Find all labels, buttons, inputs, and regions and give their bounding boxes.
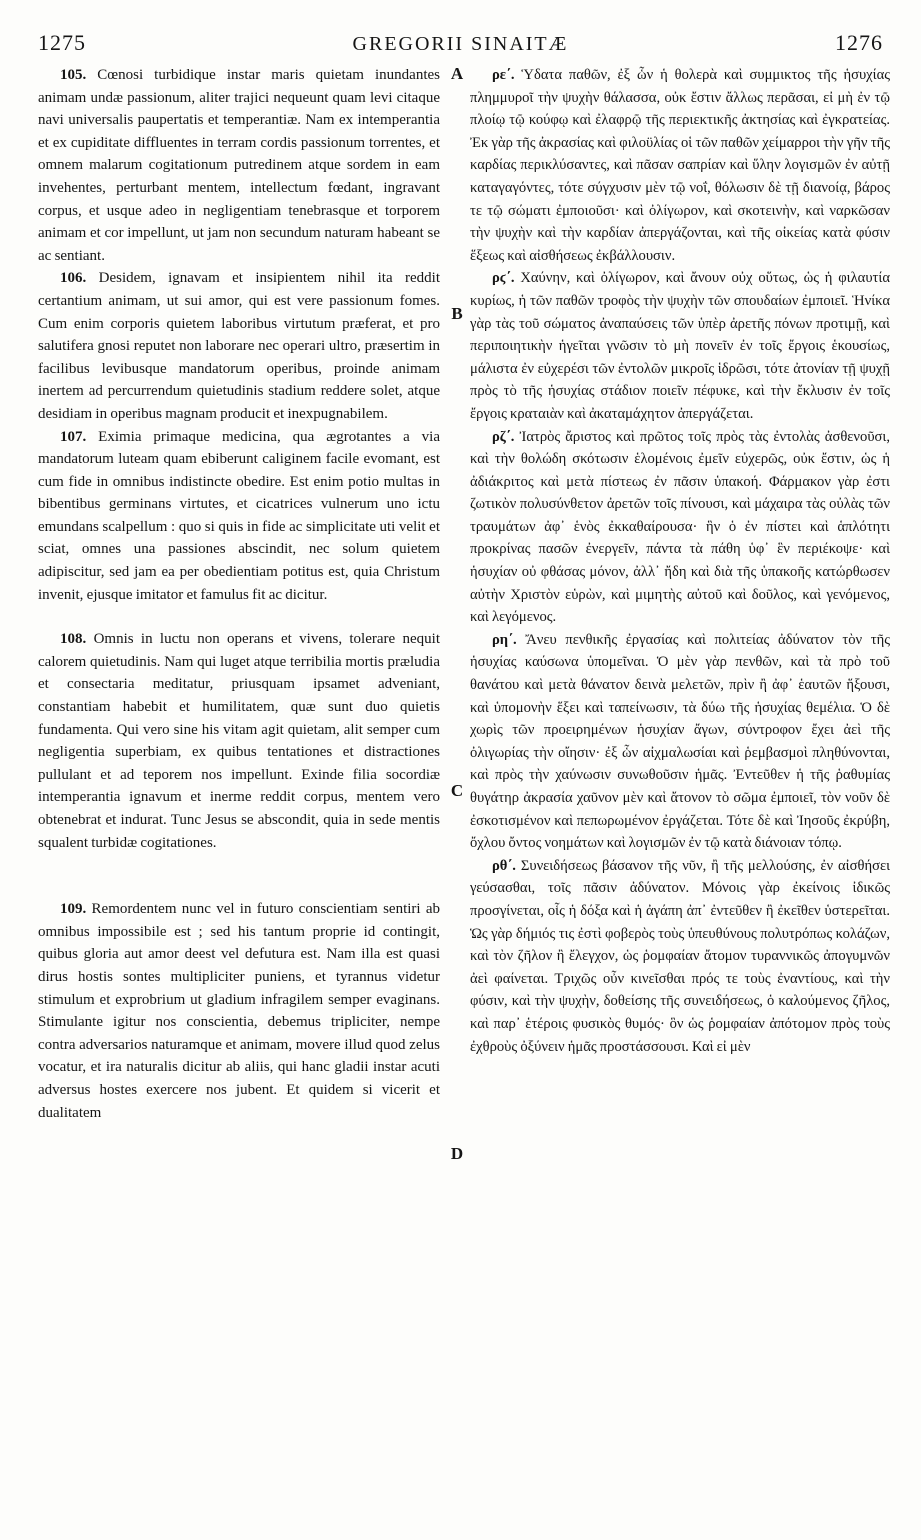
greek-paragraph-108 — [470, 629, 890, 855]
latin-paragraph-109 — [38, 898, 440, 1124]
page-number-right: 1276 — [834, 30, 883, 55]
paragraph-text: Ἰατρὸς ἄριστος καὶ πρῶτος τοῖς πρὸς τὰς ἐντολὰς ἀσθενοῦσι, καὶ τὴν θολώδη σκότωσιν ἑλομένοις ἐμεῖν εὐχερῶς, οὐκ ἔστιν, ὡς ἡ ἀδιάκριτος καὶ μετὰ πίστεως ἐν πᾶσιν ὑπακοή. Φάρμακον γὰρ ἐστι ζωτικὸν πολυσύνθετον ἀρετῶν τοῖς πίνουσι, καὶ μάχαιρα τὰς οὐλὰς τῶν τραυμάτων ἀφ᾽ ἑνὸς ἐκκαθαίρουσα· ἣν ὁ ἐν πίστει καὶ ἁπλότητι προκρίνας πασῶν ἐνεργεῖν, πάντα τὰ πάθη ὑφ᾽ ἓν περιέκοψε· καὶ ἡσυχίαν οὐ φθάσας μόνον, ἀλλ᾽ ἤδη καὶ διὰ τῆς ὑπακοῆς κατώρθωσεν αὐτὴν Χριστὸν εὑρὼν, καὶ μιμητὴς αὐτοῦ καὶ δοῦλος, καὶ γενόμενος, καὶ λεγόμενος. — [470, 428, 890, 626]
paragraph-text: Χαύνην, καὶ ὀλίγωρον, καὶ ἄνουν οὐχ οὕτως, ὡς ἡ φιλαυτία κυρίως, ἡ τῶν παθῶν τροφὸς τὴν ψυχὴν τῶν σπουδαίων ἐμποιεῖ. Ἡνίκα γὰρ τὰς τοῦ σώματος ἀναπαύσεις τῶν ὑπὲρ ἀρετῆς πόνων προτιμῇ, καὶ περιποιητικὴν ἡγεῖται γνῶσιν τὸ μὴ πονεῖν ἐν τοῖς ἔργοις ἑκουσίως, μάλιστα ἐν εὐχερέσι τῶν ἐντολῶν μικροῖς ἱδρῶσι, τότε ἀτονίαν τῇ ψυχῇ πρὸς τὸ τῆς ἡσυχίας στάδιον ποιεῖν πέφυκε, καὶ τὴν ἔκλυσιν ἐν τοῖς ἔργοις κραταιὰν καὶ ἀκαταμάχητον ἀπεργάζεται. — [470, 270, 890, 422]
paragraph-number: 108. — [60, 631, 87, 648]
greek-column — [470, 64, 890, 1058]
paragraph-text: Omnis in luctu non operans et vivens, tolerare nequit calorem quietudinis. Nam qui luget atque terribilia mortis præludia et consectaria meditatur, priusquam ipsamet adveniant, constantiam habebit et humilitatem, quæ sunt duo quietis fundamenta. Qui vero sine his vitam agit quietam, alit semper cum negligentia superbiam, ex quibus tentationes et distractiones pullulant et ad teporem nos impellunt. Exinde filia socordiæ intemperantia ignavum et inerme reddit corpus, mentem vero obtenebrat et indurat. Tunc Jesus se abscondit, quia in sede mentis squalent turbidæ cogitationes. — [38, 631, 441, 851]
paragraph-number: ρθ΄. — [492, 857, 516, 874]
paragraph-number: ρε΄. — [492, 67, 515, 83]
margin-marker-c: C — [450, 781, 464, 800]
latin-paragraph-107 — [38, 426, 440, 607]
latin-paragraph-106 — [38, 267, 440, 425]
paragraph-text: Eximia primaque medicina, qua ægrotantes a via mandatorum luteam quam ebiberunt caliginem facile evomant, est cum fide in omnibus indistincte obedire. Est enim potio multas in bibentibus germinans virtutes, et cicatrices vulnerum uno ictu emundans scalpellum : quo si quis in fide ac simplicitate uti velit et sciat, omnes una passiones abscindit, nec solum quietem adipiscitur, sed jam ea per obedientiam potitus est, quia Christum invenit, ejusque imitator et famulus fit ac dicitur. — [38, 428, 440, 603]
latin-paragraph-105 — [38, 64, 440, 267]
paragraph-text: Remordentem nunc vel in futuro conscientiam sentiri ab omnibus impossibile est ; sed his tantum proprie id contingit, quibus gloria aut amor deest vel defutura est. Nam illa est quasi dirus hostis sontes multipliciter puniens, et tyrannus videtur stimulum et exprobrium ut gladium infragilem semper evaginans. Stimulante igitur nos conscientia, debemus tripliciter, nempe contra adversarios naturamque et animam, movere illud quod zelus vocatur, et ira naturalis dicitur ab aliis, qui hanc gladii instar acuti adversus hostes exercere nos jubent. Et quidem si vicerit et dualitatem — [38, 901, 441, 1121]
paragraph-number: ρη΄. — [492, 631, 517, 648]
margin-marker-b: B — [451, 304, 463, 323]
greek-paragraph-107 — [470, 426, 890, 629]
greek-paragraph-109 — [470, 855, 890, 1058]
paragraph-number: 107. — [60, 428, 87, 445]
paragraph-text: Desidem, ignavam et insipientem nihil ita reddit certantium animam, ut sui amor, qui est vere passionum fomes. Cum enim corporis quietem laboribus virtutum præferat, et pro salutifera gnosi reputet non laborare nec operari ultro, præsertim in facilibus levibusque mandatorum operibus, proinde animam inertem ad percurrendum quietudinis stadium reddere solet, atque desidiam in operibus magnam producit et inexpugnabilem. — [38, 270, 440, 422]
running-header — [38, 30, 883, 58]
latin-paragraph-108 — [38, 628, 440, 854]
paragraph-number: ρϛ΄. — [492, 270, 515, 287]
page-number-left: 1275 — [38, 30, 86, 55]
paragraph-number: 109. — [60, 901, 87, 918]
margin-marker-d: D — [450, 1144, 464, 1163]
paragraph-number: 105. — [60, 67, 87, 83]
paragraph-text: Συνειδήσεως βάσανον τῆς νῦν, ἢ τῆς μελλούσης, ἐν αἰσθήσει γεύσασθαι, τοῖς πᾶσιν ἀδύνατον. Μόνοις γὰρ ἐκείνοις ἰδικῶς προσγίνεται, οἷς ἡ δόξα καὶ ἡ ἀγάπη ἀπ᾽ ἐντεῦθεν ἢ ἐκεῖθεν ὑστερεῖται. Ὡς γὰρ δήμιός τις ἐστὶ φοβερὸς τοὺς ὑπευθύνους πολυτρόπως κολάζων, καὶ τὸν ζῆλον ἢ ἔλεγχον, ὡς ῥομφαίαν ἄτομον τυραννικῶς ἀπογυμνῶν ἀεὶ φαίνεται. Τριχῶς οὖν κινεῖσθαι πρός τε τοὺς ἐναντίους, καὶ τὴν φύσιν, καὶ τὴν ψυχὴν, δοθείσης τῆς συνειδήσεως, ὁ καλούμενος ζῆλος, καὶ παρ᾽ ἑτέροις φυσικὸς θυμός· ὃν ὡς ῥομφαίαν ἀπότομον πρὸς τοὺς ἐχθροὺς ὀξύνειν ἡμᾶς προστάσσουσι. Καὶ εἰ μὲν — [470, 857, 890, 1055]
paragraph-number: ρζ΄. — [492, 428, 515, 445]
greek-paragraph-105 — [470, 64, 890, 267]
greek-paragraph-106 — [470, 267, 890, 425]
paragraph-number: 106. — [60, 270, 87, 287]
running-title: GREGORII SINAITÆ — [352, 33, 569, 55]
paragraph-text: Ἄνευ πενθικῆς ἐργασίας καὶ πολιτείας ἀδύνατον τὸν τῆς ἡσυχίας καύσωνα ὑπομεῖναι. Ὁ μὲν γὰρ πενθῶν, καὶ τὰ πρὸ τοῦ θανάτου καὶ μετὰ θάνατον δεινὰ μελετῶν, πρὶν ἢ ἀφ᾽ ἑαυτῶν ἥξουσι, καὶ ὑπομονὴν ἕξει καὶ ταπείνωσιν, τὰ δύω τῆς ἡσυχίας θεμέλια. Ὁ δὲ χωρὶς τῶν προειρημένων ἡσυχίαν ἄγων, σύντροφον ἔχει ἀεὶ τῆς ὀλιγωρίας τὴν οἴησιν· ἐξ ὧν αἰχμαλωσίαι καὶ ῥεμβασμοὶ πληθύνονται, καὶ πρὸς τὴν χαύνωσιν συνωθοῦσιν ἡμᾶς. Ἐντεῦθεν ἡ τῆς ῥαθυμίας θυγάτηρ ἀκρασία χαῦνον μὲν καὶ ἄτονον τὸ σῶμα ἐμποιεῖ, τὸν νοῦν δὲ ἐσκοτισμένον καὶ πεπωρωμένον ἐργάζεται. Τότε δὲ καὶ Ἰησοῦς ἐκρύβη, ὄχλου ὄντος νοημάτων καὶ λογισμῶν ἐν τῷ κατὰ διάνοιαν τόπῳ. — [470, 631, 890, 852]
margin-marker-a: A — [450, 64, 464, 83]
paragraph-text: Cœnosi turbidique instar maris quietam inundantes animam undæ passionum, aliter trajici nequeunt quam levi citaque navi universalis paupertatis et temperantiæ. Nam ex intemperantia et ex cupiditate diffluentes in terram cordis passionum torrentes, et omnem malarum cogitationum putredinem atque sordem in eam invehentes, perturbant mentem, intellectum fœdant, ingravant corpus, et usque adeo in negligentiam tenebrasque et torporem animam et cor impellunt, ut jam non secundum naturam habeant se ac sentiant. — [38, 67, 440, 264]
paragraph-text: Ὑδατα παθῶν, ἐξ ὧν ἡ θολερὰ καὶ συμμικτος τῆς ἡσυχίας πλημμυροῖ τὴν ψυχὴν θάλασσα, οὐκ ἔστιν ἄλλως περᾶσαι, εἰ μὴ ἐν τῷ πλοίῳ τῷ κούφῳ καὶ ἐλαφρῷ τῆς περιεκτικῆς ἀκτησίας καὶ ἐγκρατείας. Ἐκ γὰρ τῆς ἀκρασίας καὶ φιλοϋλίας οἱ τῶν παθῶν χείμαρροι τὴν γῆν τῆς καρδίας περικλύσαντες, καὶ πᾶσαν σαπρίαν καὶ ὕλην λογισμῶν ἐν αὐτῇ καταγαγόντες, τότε σύγχυσιν μὲν τῷ νοΐ, θόλωσιν δὲ τῇ διανοίᾳ, βάρος τε τῷ σώματι ἐμποιοῦσι· καὶ ὀλίγωρον, καὶ σκοτεινὴν, καὶ ναρκῶσαν τὴν ψυχὴν καὶ τὴν καρδίαν ἀπεργάζονται, καὶ τῆς οἰκείας κατὰ φύσιν ἕξεως καὶ αἰσθήσεως ἐκβάλλουσιν. — [470, 67, 890, 264]
latin-column — [38, 64, 440, 1124]
